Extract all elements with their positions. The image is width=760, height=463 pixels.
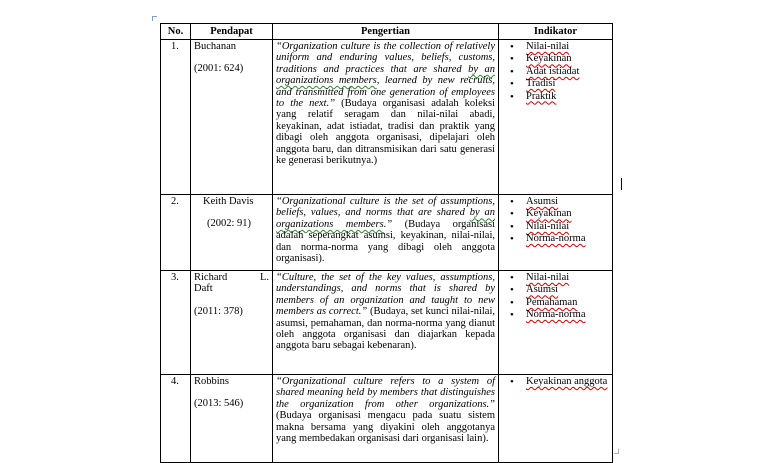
indicator-item: • Asumsi: [502, 196, 609, 208]
indicator-cell: [499, 195, 613, 271]
indicator-item: • Keyakinan: [502, 53, 609, 65]
definition-cell: [273, 195, 499, 271]
definition-quote-flagged: by an organizations members: [276, 207, 495, 230]
author-surname: Daft: [194, 283, 213, 295]
indicator-list: [502, 272, 609, 322]
definition-translation: (Budaya organisasi mengacu pada suatu sistem makna bersama yang diyakini oleh anggotanya yang membedakan organisasi dari organisasi lain).: [276, 410, 495, 445]
indicator-item: • Norma-norma: [502, 233, 609, 245]
author-cell: [191, 271, 273, 375]
text-cursor: [621, 178, 622, 190]
definition-cell: [273, 40, 499, 195]
author-name: Richard: [194, 272, 228, 283]
indicator-item: • Tradisi: [502, 78, 609, 90]
indicator-item: • Pemahaman: [502, 297, 609, 309]
header-no: No.: [161, 24, 191, 40]
page-end-mark: [614, 449, 619, 454]
indicator-cell: [499, 40, 613, 195]
indicator-list: [502, 196, 609, 246]
author-name: Keith Davis: [203, 196, 254, 207]
row-number: 2.: [161, 195, 191, 271]
indicator-item: • Keyakinan anggota: [502, 376, 609, 388]
indicator-item: • Adat istiadat: [502, 66, 609, 78]
definition-quote: “Organizational culture is the set of assumptions, beliefs, values, and norms that are shared: [276, 196, 495, 219]
table-header-row: [161, 24, 613, 40]
definition-quote: “Organization culture is the collection of relatively uniform and enduring values, beliefs, customs, traditions and practices that are shared: [276, 41, 495, 75]
definition-quote: “Organizational culture refers to a system of shared meaning held by members that distinguishes the organization from other organizations.”: [276, 376, 495, 410]
table-row: [161, 271, 613, 375]
author-cell: [191, 375, 273, 463]
definition-cell: [273, 271, 499, 375]
author-year: (2011: 378): [194, 305, 243, 317]
table-row: [161, 375, 613, 463]
definition-quote-end: .”: [383, 218, 393, 230]
theory-table: [160, 23, 613, 463]
author-name: Buchanan: [194, 41, 236, 52]
author-name: Robbins: [194, 376, 230, 387]
indicator-item: • Nilai-nilai: [502, 41, 609, 53]
author-cell: [191, 195, 273, 271]
table-row: [161, 40, 613, 195]
author-year: (2002: 91): [207, 218, 252, 230]
indicator-cell: [499, 375, 613, 463]
row-number: 3.: [161, 271, 191, 375]
table-row: [161, 195, 613, 271]
row-number: 1.: [161, 40, 191, 195]
page-corner-mark: [152, 16, 157, 21]
definition-quote-flagged: by an organizations members: [276, 63, 495, 87]
definition-translation: (Budaya organisasi adalah koleksi yang relatif seragam dan nilai-nilai abadi, keyakinan, adat istiadat, tradisi dan praktik yang dibagi oleh anggota organisasi, dipelajari oleh anggota baru, dan ditransmisikan dari satu generasi ke generasi berikutnya.): [276, 98, 496, 167]
indicator-item: • Praktik: [502, 91, 609, 103]
indicator-item: • Norma-norma: [502, 309, 609, 321]
indicator-cell: [499, 271, 613, 375]
author-year: (2001: 624): [194, 63, 244, 75]
row-number: 4.: [161, 375, 191, 463]
indicator-list: [502, 41, 609, 103]
author-year: (2013: 546): [194, 398, 244, 410]
header-pendapat: Pendapat: [191, 24, 273, 40]
definition-translation: (Budaya organisasi adalah seperangkat asumsi, keyakinan, nilai-nilai, dan norma-norma yang dibagi oleh anggota organisasi).: [276, 218, 495, 265]
header-pengertian: Pengertian: [273, 24, 499, 40]
definition-cell: [273, 375, 499, 463]
definition-quote-end: , learned by new recruits, and transmitted from one generation of employees to the next.”: [276, 75, 495, 110]
indicator-item: • Asumsi: [502, 284, 609, 296]
definition-quote: “Culture, the set of the key values, assumptions, understandings, and norms that is shared by members of an organization and taught to new members as correct.”: [276, 272, 495, 318]
indicator-item: • Keyakinan: [502, 208, 609, 220]
author-initial: L.: [259, 272, 269, 283]
indicator-item: • Nilai-nilai: [502, 272, 609, 284]
definition-translation: (Budaya, set kunci nilai-nilai, asumsi, pemahaman, dan norma-norma yang dianut oleh anggota organisasi dan diajarkan kepada anggota baru sebagai kebenaran).: [276, 306, 495, 352]
indicator-list: [502, 376, 609, 388]
indicator-item: • Nilai-nilai: [502, 221, 609, 233]
author-cell: [191, 40, 273, 195]
header-indikator: Indikator: [499, 24, 613, 40]
